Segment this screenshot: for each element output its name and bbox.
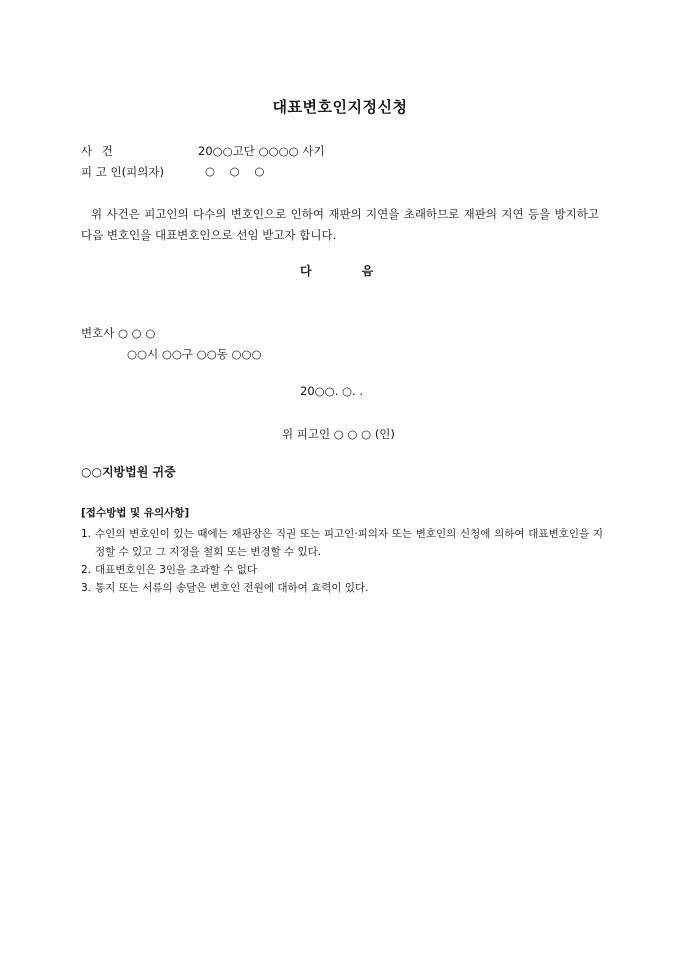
- lawyer-address: ○○시 ○○구 ○○동 ○○○: [127, 347, 262, 361]
- list-item-text: 통지 또는 서류의 송달은 변호인 전원에 대하여 효력이 있다.: [95, 582, 369, 594]
- lawyer-name: 변호사 ○ ○ ○: [81, 326, 156, 340]
- notes-title: [접수방법 및 유의사항]: [81, 507, 190, 519]
- section-heading: [300, 262, 373, 279]
- list-item-number: 3.: [81, 582, 92, 594]
- signature-line: 위 피고인 ○ ○ ○ (인): [282, 427, 395, 441]
- list-item: [81, 525, 603, 561]
- defendant-value: ○ ○ ○: [205, 164, 265, 178]
- list-item: [81, 561, 603, 579]
- body-paragraph: 위 사건은 피고인의 다수의 변호인으로 인하여 재판의 지연을 초래하므로 재판의 지연 등을 방지하고 다음 변호인을 대표변호인으로 선임 받고자 합니다.: [81, 207, 599, 242]
- notes-list: [81, 525, 603, 597]
- section-heading-char-1: 다: [300, 264, 312, 278]
- section-heading-char-2: 음: [361, 264, 374, 278]
- court-addressee: ○○지방법원 귀중: [81, 465, 176, 479]
- case-label: 사 건: [81, 144, 116, 158]
- list-item-text: 대표변호인은 3인을 초과할 수 없다: [95, 564, 258, 576]
- list-item-number: 1.: [81, 528, 92, 540]
- document-title: 대표변호인지정신청: [272, 98, 408, 116]
- defendant-label: 피 고 인(피의자): [81, 165, 164, 179]
- list-item-text: 수인의 변호인이 있는 때에는 재판장은 직권 또는 피고인·피의자 또는 변호인의 신청에 의하여 대표변호인을 지정할 수 있고 그 지정을 철회 또는 변경할 수 있다.: [95, 528, 603, 558]
- list-item-number: 2.: [81, 564, 92, 576]
- list-item: [81, 579, 603, 597]
- case-value: 20○○고단 ○○○○ 사기: [198, 144, 325, 158]
- filing-date: 20○○. ○. .: [300, 384, 364, 398]
